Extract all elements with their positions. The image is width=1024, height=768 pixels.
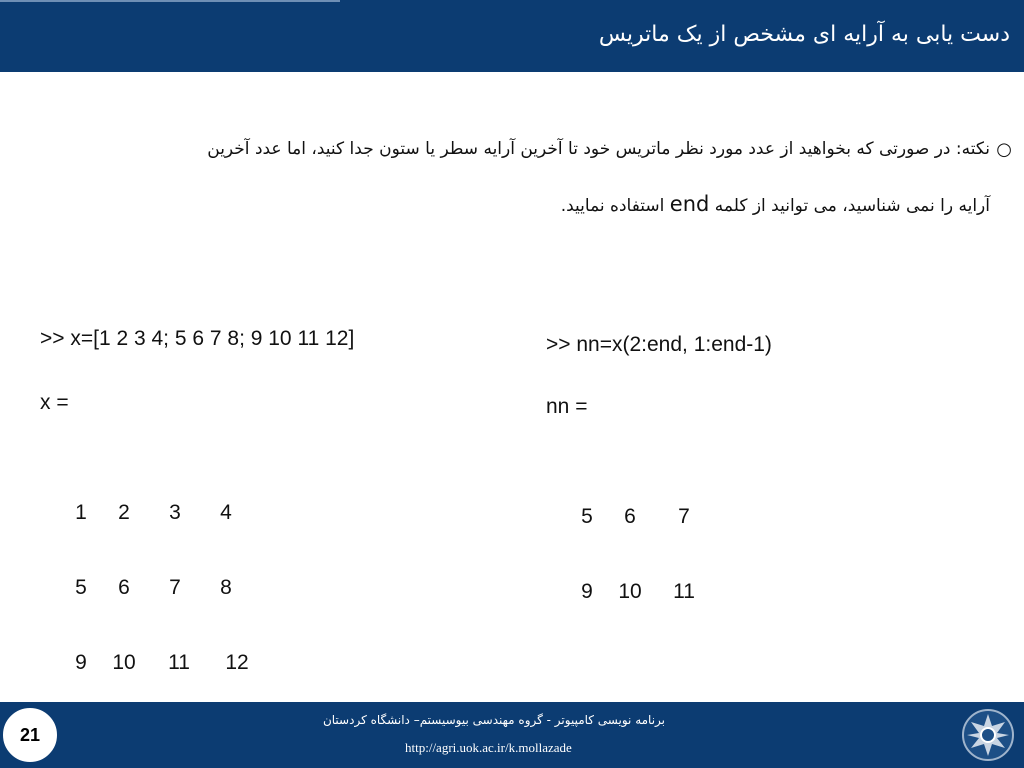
- footer-course-line: [0, 713, 1024, 727]
- slide-footer: [0, 702, 1024, 768]
- matrix-cell: 9: [581, 580, 593, 603]
- matrix-cell: 7: [678, 505, 690, 528]
- matrix-row: [570, 504, 712, 529]
- end-keyword: end: [669, 192, 710, 216]
- left-matrix: [64, 450, 266, 700]
- matrix-cell: 9: [75, 651, 87, 674]
- matrix-cell: 10: [112, 651, 136, 674]
- matrix-row: [570, 579, 712, 604]
- matrix-cell: 2: [118, 501, 130, 524]
- right-matrix: [570, 454, 712, 629]
- slide-header: [0, 0, 1024, 72]
- note-paragraph: [30, 122, 1012, 234]
- university-logo-icon: [961, 708, 1015, 762]
- matrix-cell: 3: [169, 501, 181, 524]
- slide-title: دست یابی به آرایه ای مشخص از یک ماتریس: [598, 22, 1010, 47]
- matrix-cell: 11: [168, 651, 190, 674]
- note-line-1: نکته: در صورتی که بخواهید از عدد مورد نظر ماتریس خود تا آخرین آرایه سطر یا ستون جدا کنید، اما عدد آخرین: [207, 139, 990, 159]
- right-result-label: nn =: [546, 395, 588, 418]
- matrix-cell: 4: [220, 501, 232, 524]
- footer-course-text: برنامه نویسی کامپیوتر - گروه مهندسی بیوسیستم– دانشگاه کردستان: [322, 713, 666, 727]
- matrix-row: [64, 650, 266, 675]
- note-line-2: [30, 177, 990, 234]
- matrix-cell: 8: [220, 576, 232, 599]
- bullet-circle-icon: ○: [996, 139, 1012, 160]
- header-accent-line: [0, 0, 340, 2]
- footer-url: http://agri.uok.ac.ir/k.mollazade: [405, 740, 572, 755]
- matrix-cell: 12: [225, 651, 249, 674]
- matrix-cell: 11: [673, 580, 695, 603]
- page-number: 21: [0, 705, 60, 765]
- note-line-2-start: آرایه را نمی شناسید، می توانید از کلمه: [714, 196, 990, 216]
- matrix-cell: 7: [169, 576, 181, 599]
- matrix-cell: 6: [118, 576, 130, 599]
- matrix-cell: 5: [581, 505, 593, 528]
- right-command: >> nn=x(2:end, 1:end-1): [546, 333, 772, 356]
- matrix-cell: 1: [75, 501, 87, 524]
- matrix-row: [64, 500, 266, 525]
- matrix-cell: 10: [618, 580, 642, 603]
- matrix-cell: 6: [624, 505, 636, 528]
- note-line-2-end: استفاده نمایید.: [560, 196, 665, 216]
- left-result-label: x =: [40, 391, 69, 414]
- matrix-cell: 5: [75, 576, 87, 599]
- matrix-row: [64, 575, 266, 600]
- left-command: >> x=[1 2 3 4; 5 6 7 8; 9 10 11 12]: [40, 327, 355, 350]
